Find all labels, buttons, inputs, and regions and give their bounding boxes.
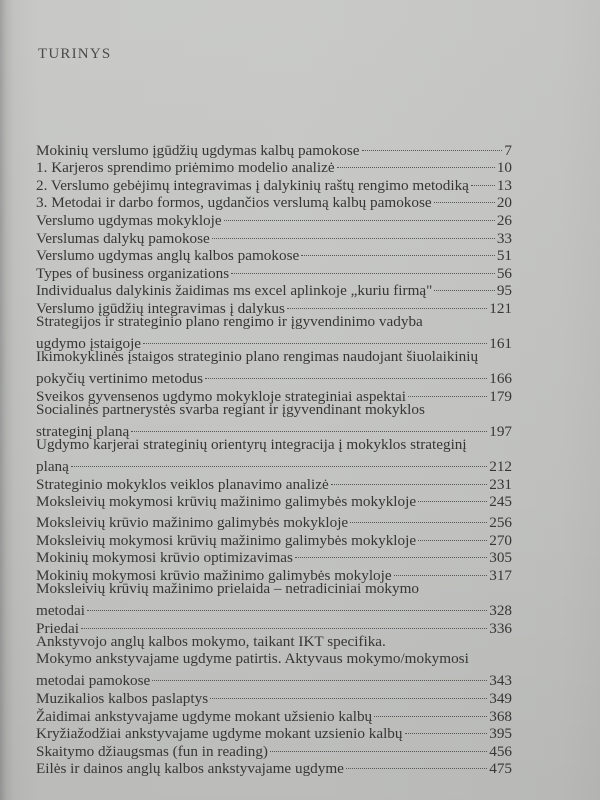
toc-entry-title: metodai <box>36 602 85 620</box>
dot-leader <box>71 454 487 472</box>
toc-page-number: 179 <box>489 387 512 405</box>
toc-page-number: 305 <box>489 549 512 567</box>
toc-entry-row <box>36 527 512 549</box>
toc-entry-row <box>36 685 512 707</box>
toc-entry-title-line: Ugdymo karjerai strateginių orientyrų integracija į mokyklos strateginį <box>36 436 467 454</box>
toc-page-number: 20 <box>496 194 512 212</box>
toc-page-number: 121 <box>489 299 512 317</box>
toc-entry-row <box>36 756 512 778</box>
page-title: TURINYS <box>38 46 112 62</box>
toc-entry-title: Strateginio mokyklos veiklos planavimo analizė <box>36 475 329 493</box>
toc-entry <box>36 243 512 265</box>
toc-entry-title: strateginį planą <box>36 423 130 441</box>
toc-entry-row <box>36 155 512 177</box>
toc-page-number: 245 <box>489 493 512 511</box>
dot-leader <box>81 615 487 633</box>
toc-page-number: 343 <box>489 672 512 690</box>
toc-entry-title: Mokinių verslumo įgūdžių ugdymas kalbų pamokose <box>36 141 360 159</box>
dot-leader <box>434 278 494 296</box>
toc-entry <box>36 172 512 194</box>
toc-entry-row <box>36 703 512 725</box>
toc-entry-row <box>36 615 512 637</box>
toc-entry <box>36 225 512 247</box>
dot-leader <box>87 597 487 615</box>
toc-entry-row <box>36 331 512 353</box>
toc-entry-title: Muzikalios kalbos paslaptys <box>36 690 209 707</box>
toc-entry-row <box>36 260 512 282</box>
toc-entry-row <box>36 172 512 194</box>
dot-leader <box>287 295 487 313</box>
dot-leader <box>405 721 488 739</box>
dot-leader <box>346 756 487 774</box>
toc-entry <box>36 190 512 212</box>
toc-entry <box>36 295 512 317</box>
dot-leader <box>212 225 495 243</box>
toc-entry <box>36 489 512 511</box>
toc-entry-title: Verslumo įgūdžių integravimas į dalykus <box>36 299 285 317</box>
toc-page-number: 166 <box>489 370 512 388</box>
toc-entry <box>36 436 512 476</box>
toc-page-number: 336 <box>489 619 512 637</box>
toc-entry-title: Types of business organizations <box>36 264 230 282</box>
toc-entry-row <box>36 243 512 265</box>
dot-leader <box>418 489 487 507</box>
toc-page-number: 475 <box>489 760 512 778</box>
toc-entry-title: pokyčių vertinimo metodus <box>36 370 204 388</box>
dot-leader <box>205 366 487 384</box>
toc-entry-row <box>36 597 512 620</box>
toc-page-number: 395 <box>489 725 512 743</box>
toc-entry-title: Žaidimai ankstyvajame ugdyme mokant užsienio kalbų <box>36 707 373 725</box>
toc-page-number: 13 <box>496 176 512 194</box>
toc-page-number: 7 <box>504 141 512 159</box>
toc-entry-row <box>36 721 512 743</box>
toc-entry-title-line: Ikimokyklinės įstaigos strateginio plano rengimas naudojant šiuolaikinių <box>36 348 479 366</box>
toc-entry <box>36 509 512 532</box>
toc-entry-title: Priedai <box>36 619 80 637</box>
toc-entry <box>36 312 512 353</box>
dot-leader <box>408 383 487 401</box>
toc-entry-row <box>36 383 512 405</box>
toc-entry-title: metodai pamokose <box>36 672 151 690</box>
toc-entry-title-line: Socialinės partnerystės svarba regiant ir įgyvendinant mokyklos <box>36 400 425 418</box>
toc-entry <box>36 632 512 690</box>
toc-entry <box>36 207 512 229</box>
toc-entry <box>36 721 512 743</box>
toc-entry <box>36 527 512 549</box>
dot-leader <box>350 509 487 527</box>
toc-entry-title: Verslumo ugdymas anglų kalbos pamokose <box>36 247 300 265</box>
toc-page-number: 51 <box>496 247 512 265</box>
toc-entry-title: Mokinių mokymosi krūvio optimizavimas <box>36 549 293 567</box>
toc-page-number: 231 <box>489 475 512 493</box>
toc-entry-title: Verslumas dalykų pamokose <box>36 229 210 247</box>
toc-page-number: 33 <box>496 229 512 247</box>
dot-leader <box>152 668 487 686</box>
dot-leader <box>231 260 495 278</box>
toc-page-number: 26 <box>496 211 512 229</box>
dot-leader <box>270 738 487 756</box>
toc-entry-title-line: Ankstyvojo anglų kalbos mokymo, taikant IKT specifika. <box>36 632 386 650</box>
dot-leader <box>143 331 487 349</box>
toc-entry <box>36 471 512 493</box>
toc-entry-title: Verslumo ugdymas mokykloje <box>36 211 222 229</box>
dot-leader <box>394 562 488 580</box>
toc-entry-title-line: Mokymo ankstyvajame ugdyme patirtis. Aktyvaus mokymo/mokymosi <box>36 650 469 668</box>
toc-entry-title: Kryžiažodžiai ankstyvajame ugdyme mokant uzsienio kalbų <box>36 725 403 743</box>
toc-entry-title: 1. Karjeros sprendimo priėmimo modelio analizė <box>36 159 335 177</box>
toc-entry-title-line: Strategijos ir strateginio plano rengimo ir įgyvendinimo vadyba <box>36 312 423 330</box>
toc-entry-title: Individualus dalykinis žaidimas ms excel aplinkoje „kuriu firmą" <box>36 282 433 300</box>
toc-entry <box>36 400 512 441</box>
toc-entry-title-line: Moksleivių krūvių mažinimo prielaida – netradiciniai mokymo <box>36 579 419 597</box>
toc-page-number: 161 <box>489 335 512 353</box>
toc-entry-row <box>36 509 512 532</box>
toc-entry <box>36 615 512 637</box>
toc-entry <box>36 579 512 620</box>
toc-entry <box>36 562 512 584</box>
toc-entry-row <box>36 668 512 690</box>
toc-entry <box>36 756 512 778</box>
toc-entry <box>36 738 512 760</box>
dot-leader <box>295 545 487 563</box>
toc-entry-row <box>36 278 512 300</box>
toc-entry-title: Moksleivių mokymosi krūvių mažinimo galimybės mokykloje <box>36 531 417 549</box>
toc-entry-row <box>36 207 512 229</box>
dot-leader <box>362 137 503 155</box>
toc-entry-row <box>36 454 512 476</box>
toc-page-number: 256 <box>489 514 512 532</box>
toc-entry <box>36 278 512 300</box>
dot-leader <box>224 207 495 225</box>
dot-leader <box>337 155 495 173</box>
toc-entry-row <box>36 545 512 567</box>
toc-entry-title: 3. Metodai ir darbo formos, ugdančios verslumą kalbų pamokose <box>36 194 432 212</box>
toc-entry-row <box>36 366 512 388</box>
toc-entry-row <box>36 562 512 584</box>
toc-entry <box>36 348 512 388</box>
toc-page-number: 368 <box>489 707 512 725</box>
toc-page-number: 270 <box>489 531 512 549</box>
toc-page-number: 456 <box>489 742 512 760</box>
toc-entry <box>36 383 512 405</box>
toc-entry-title: Skaitymo džiaugsmas (fun in reading) <box>36 742 268 760</box>
toc-page-number: 212 <box>489 458 512 476</box>
dot-leader <box>331 471 487 489</box>
toc-entry-row <box>36 295 512 317</box>
toc-entry <box>36 260 512 282</box>
dot-leader <box>418 527 487 545</box>
dot-leader <box>131 419 487 437</box>
toc-entry-title: Moksleivių mokymosi krūvių mažinimo galimybės mokykloje <box>36 493 417 511</box>
dot-leader <box>434 190 495 208</box>
toc-page-number: 197 <box>489 423 512 441</box>
toc-page-number: 317 <box>489 566 512 584</box>
toc-entry-row <box>36 489 512 511</box>
toc-entry-title: planą <box>36 458 69 476</box>
toc-entry-title: Sveikos gyvensenos ugdymo mokykloje strateginiai aspektai <box>36 387 406 405</box>
table-of-contents <box>36 137 512 778</box>
dot-leader <box>471 172 495 190</box>
toc-page-number: 349 <box>489 690 512 707</box>
toc-entry-row <box>36 738 512 760</box>
toc-entry-row <box>36 419 512 441</box>
toc-entry-title: Eilės ir dainos anglų kalbos ankstyvajame ugdyme <box>36 760 344 778</box>
toc-entry-title: 2. Verslumo gebėjimų integravimas į dalykinių raštų rengimo metodiką <box>36 176 469 194</box>
toc-page-number: 10 <box>496 159 512 177</box>
toc-entry-row <box>36 471 512 493</box>
dot-leader <box>210 685 487 703</box>
toc-entry-row <box>36 225 512 247</box>
dot-leader <box>301 243 495 261</box>
toc-entry-title: Mokinių mokymosi krūvio mažinimo galimybės mokyloje <box>36 566 392 584</box>
toc-entry-row <box>36 137 512 159</box>
toc-entry <box>36 685 512 707</box>
toc-entry-row <box>36 190 512 212</box>
toc-page-number: 95 <box>496 282 512 300</box>
toc-entry <box>36 545 512 567</box>
toc-entry <box>36 155 512 177</box>
toc-entry <box>36 703 512 725</box>
toc-entry-title: ugdymo įstaigoje <box>36 335 142 353</box>
toc-entry <box>36 137 512 159</box>
toc-page-number: 56 <box>496 264 512 282</box>
toc-entry-title: Moksleivių krūvio mažinimo galimybės mokykloje <box>36 514 349 532</box>
toc-page-number: 328 <box>489 602 512 620</box>
dot-leader <box>374 703 487 721</box>
